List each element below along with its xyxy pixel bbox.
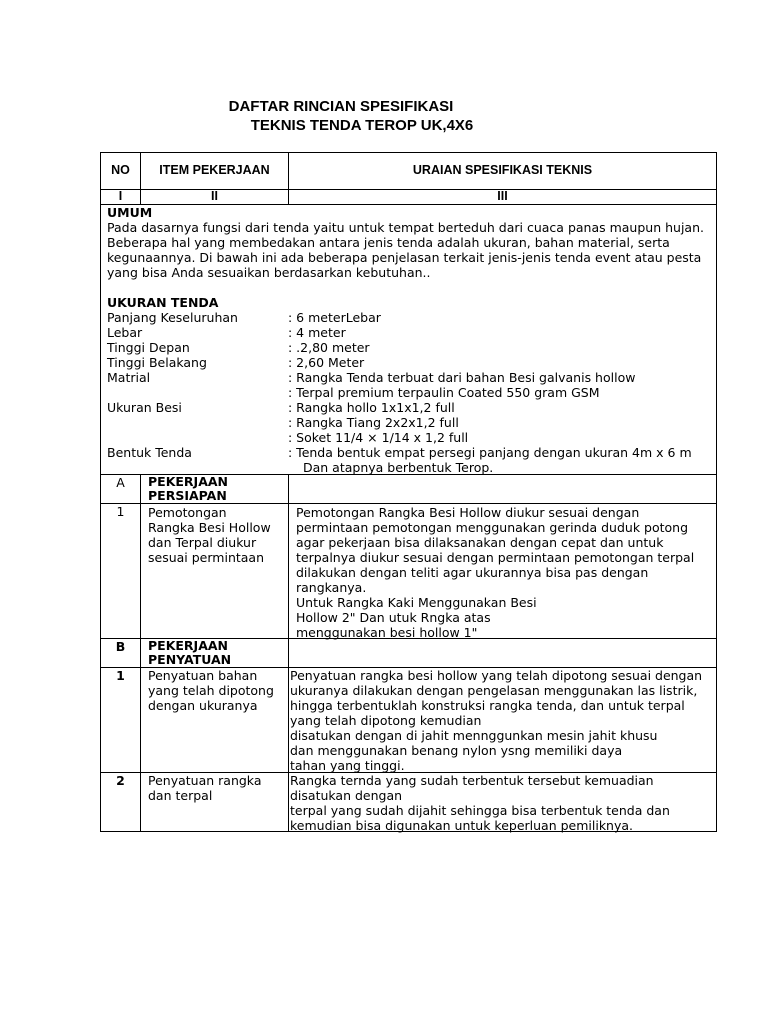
a1-desc-2: Hollow 2" Dan utuk Rngka atas bbox=[296, 610, 491, 625]
a1-desc: Pemotongan Rangka Besi Hollow diukur sesuai dengan bbox=[296, 505, 640, 520]
spec-value: : Soket 11/4 × 1/14 x 1,2 full bbox=[288, 430, 469, 445]
a1-desc-2: Untuk Rangka Kaki Menggunakan Besi bbox=[296, 595, 537, 610]
a1-item: Pemotongan bbox=[148, 505, 227, 520]
b1-desc: disatukan dengan di jahit mennggunkan mesin jahit khusu bbox=[290, 728, 658, 743]
a1-desc: agar pekerjaan bisa dilaksanakan dengan cepat dan untuk bbox=[296, 535, 664, 550]
header-no: NO bbox=[111, 163, 130, 177]
col-rule-1b bbox=[140, 474, 141, 832]
spec-value: : Rangka Tenda terbuat dari bahan Besi galvanis hollow bbox=[288, 370, 636, 385]
spec-label: Ukuran Besi bbox=[107, 400, 182, 415]
spec-value: : 6 meterLebar bbox=[288, 310, 381, 325]
umum-line: yang bisa Anda sesuaikan berdasarkan kebutuhan.. bbox=[107, 265, 431, 280]
spec-value: : Terpal premium terpaulin Coated 550 gram GSM bbox=[288, 385, 600, 400]
b1-desc: hingga terbentuklah konstruksi rangka tenda, dan untuk terpal bbox=[290, 698, 685, 713]
spec-label: Tinggi Depan bbox=[107, 340, 190, 355]
spec-label: Bentuk Tenda bbox=[107, 445, 192, 460]
b2-item: Penyatuan rangka bbox=[148, 773, 262, 788]
b1-desc: ukuranya dilakukan dengan pengelasan menggunakan las listrik, bbox=[290, 683, 698, 698]
b1-desc: dan menggunakan benang nylon ysng memiliki daya bbox=[290, 743, 623, 758]
roman-no: I bbox=[118, 189, 123, 203]
umum-line: Pada dasarnya fungsi dari tenda yaitu untuk tempat berteduh dari cuaca panas maupun hujan. bbox=[107, 220, 704, 235]
a1-item: sesuai permintaan bbox=[148, 550, 265, 565]
b2-item: dan terpal bbox=[148, 788, 213, 803]
spec-label: Panjang Keseluruhan bbox=[107, 310, 238, 325]
b1-desc: yang telah dipotong kemudian bbox=[290, 713, 482, 728]
section-b-title: PENYATUAN bbox=[148, 652, 232, 667]
section-a-title: PEKERJAAN bbox=[148, 474, 229, 489]
spec-value: : .2,80 meter bbox=[288, 340, 370, 355]
roman-uraian: III bbox=[497, 189, 508, 203]
umum-heading: UMUM bbox=[107, 205, 153, 220]
a1-no: 1 bbox=[116, 504, 125, 519]
section-b-title: PEKERJAAN bbox=[148, 638, 229, 653]
a1-desc: terpalnya diukur sesuai dengan permintaan pemotongan terpal bbox=[296, 550, 695, 565]
ukuran-heading: UKURAN TENDA bbox=[107, 295, 219, 310]
umum-line: kegunaannya. Di bawah ini ada beberapa penjelasan terkait jenis-jenis tenda event atau pesta bbox=[107, 250, 702, 265]
umum-line: Beberapa hal yang membedakan antara jenis tenda adalah ukuran, bahan material, serta bbox=[107, 235, 670, 250]
b2-desc: kemudian bisa digunakan untuk keperluan pemiliknya. bbox=[290, 818, 634, 833]
b2-desc: terpal yang sudah dijahit sehingga bisa terbentuk tenda dan bbox=[290, 803, 670, 818]
rule-a bbox=[100, 503, 717, 504]
b2-desc: Rangka ternda yang sudah terbentuk tersebut kemuadian bbox=[290, 773, 654, 788]
b1-desc: Penyatuan rangka besi hollow yang telah dipotong sesuai dengan bbox=[290, 668, 703, 683]
a1-desc-2: menggunakan besi hollow 1" bbox=[296, 625, 478, 640]
title-line-2: TEKNIS TENDA TEROP UK,4X6 bbox=[250, 117, 474, 134]
spec-value: : Rangka hollo 1x1x1,2 full bbox=[288, 400, 455, 415]
col-rule-2b bbox=[288, 474, 289, 832]
a1-item: dan Terpal diukur bbox=[148, 535, 257, 550]
spec-value: Dan atapnya berbentuk Terop. bbox=[303, 460, 494, 475]
section-a-title: PERSIAPAN bbox=[148, 488, 227, 503]
b1-desc: tahan yang tinggi. bbox=[290, 758, 405, 773]
spec-value: : 2,60 Meter bbox=[288, 355, 365, 370]
spec-value: : Tenda bentuk empat persegi panjang dengan ukuran 4m x 6 m bbox=[288, 445, 692, 460]
b2-desc: disatukan dengan bbox=[290, 788, 403, 803]
a1-desc: rangkanya. bbox=[296, 580, 367, 595]
header-item: ITEM PEKERJAAN bbox=[159, 163, 270, 177]
b2-no: 2 bbox=[116, 773, 125, 788]
b1-item: Penyatuan bahan bbox=[148, 668, 258, 683]
b1-item: yang telah dipotong bbox=[148, 683, 274, 698]
spec-label: Lebar bbox=[107, 325, 143, 340]
roman-item: II bbox=[211, 189, 218, 203]
section-a-no: A bbox=[116, 475, 125, 490]
rule-roman bbox=[100, 204, 717, 205]
spec-label: Tinggi Belakang bbox=[107, 355, 207, 370]
spec-value: : Rangka Tiang 2x2x1,2 full bbox=[288, 415, 459, 430]
title-line-1: DAFTAR RINCIAN SPESIFIKASI bbox=[228, 98, 454, 115]
spec-label: Matrial bbox=[107, 370, 151, 385]
section-b-no: B bbox=[115, 639, 126, 654]
document-title bbox=[0, 97, 768, 135]
b1-item: dengan ukuranya bbox=[148, 698, 258, 713]
b1-no: 1 bbox=[116, 668, 125, 683]
a1-desc: permintaan pemotongan menggunakan gerinda duduk potong bbox=[296, 520, 689, 535]
header-uraian: URAIAN SPESIFIKASI TEKNIS bbox=[412, 163, 593, 177]
a1-item: Rangka Besi Hollow bbox=[148, 520, 271, 535]
spec-value: : 4 meter bbox=[288, 325, 346, 340]
a1-desc: dilakukan dengan teliti agar ukurannya bisa pas dengan bbox=[296, 565, 649, 580]
